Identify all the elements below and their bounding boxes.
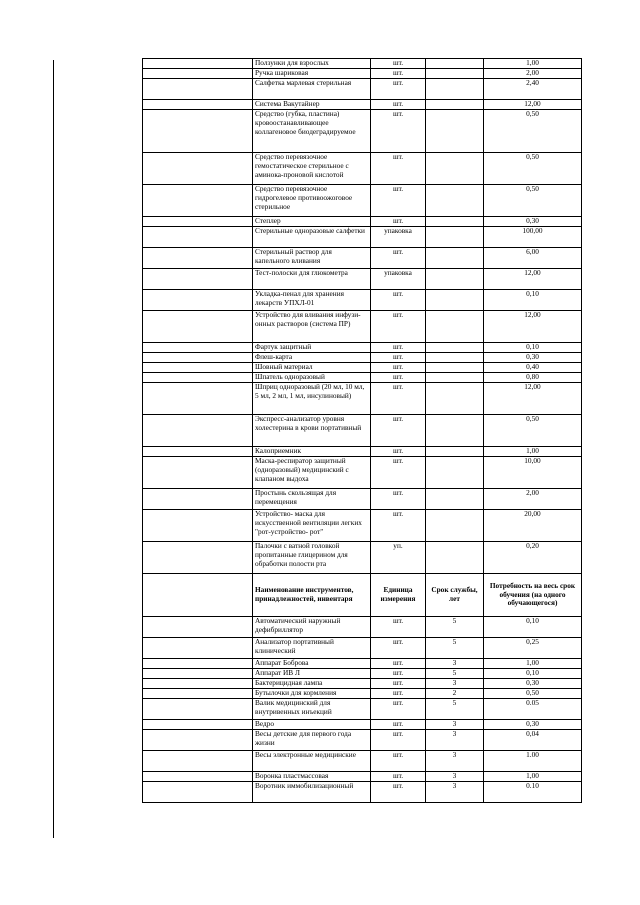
row-number-cell (143, 617, 253, 638)
row-number-cell (143, 772, 253, 782)
item-name-cell: Ползунки для взрослых (253, 59, 371, 69)
row-number-cell (143, 659, 253, 669)
item-quantity-cell: 0,50 (484, 415, 582, 447)
row-number-cell (143, 217, 253, 227)
table-row (143, 185, 582, 217)
item-name-cell: Воронка пластмассовая (253, 772, 371, 782)
table-row (143, 363, 582, 373)
row-number-cell (143, 110, 253, 153)
row-number-cell (143, 510, 253, 542)
item-unit-cell: шт. (371, 373, 426, 383)
item-service-life-cell (426, 269, 484, 290)
row-number-cell (143, 447, 253, 457)
table-row (143, 730, 582, 751)
item-service-life-cell (426, 227, 484, 248)
item-name-cell: Анализатор портативный клинический (253, 638, 371, 659)
item-quantity-cell: 0,50 (484, 689, 582, 699)
table-row (143, 542, 582, 574)
item-quantity-cell: 1,00 (484, 447, 582, 457)
item-name-cell: Шприц одноразовый (20 мл, 10 мл, 5 мл, 2 мл, 1 мл, инсулиновый) (253, 383, 371, 415)
item-name-cell: Флеш-карта (253, 353, 371, 363)
item-name-cell: Тест-полоски для глюкометра (253, 269, 371, 290)
item-name-cell: Средство (губка, пластина) кровоостанавливающее коллагеновое биодеградируемое (253, 110, 371, 153)
table-row (143, 248, 582, 269)
item-name-cell: Средство перевязочное гидрогелевое противоожоговое стерильное (253, 185, 371, 217)
table-row (143, 699, 582, 720)
item-service-life-cell (426, 510, 484, 542)
item-service-life-cell (426, 79, 484, 100)
item-name-cell: Устройство для вливания инфузи-онных растворов (система ПР) (253, 311, 371, 343)
item-service-life-cell: 2 (426, 689, 484, 699)
row-number-cell (143, 457, 253, 489)
table-row (143, 659, 582, 669)
item-unit-cell: упаковка (371, 269, 426, 290)
table-row (143, 457, 582, 489)
item-quantity-cell: 0,10 (484, 617, 582, 638)
item-unit-cell: шт. (371, 730, 426, 751)
row-number-cell (143, 751, 253, 772)
item-service-life-cell (426, 353, 484, 363)
row-number-cell (143, 542, 253, 574)
row-number-cell (143, 153, 253, 185)
item-name-cell: Маска-респиратор защитный (одноразовый) медицинский с клапаном выдоха (253, 457, 371, 489)
item-service-life-cell (426, 415, 484, 447)
item-name-cell: Ведро (253, 720, 371, 730)
item-unit-cell: шт. (371, 447, 426, 457)
row-number-cell (143, 343, 253, 353)
table-row (143, 100, 582, 110)
item-name-cell: Шовный материал (253, 363, 371, 373)
item-service-life-cell (426, 542, 484, 574)
item-name-cell: Укладка-пенал для хранения лекарств УПХЛ-01 (253, 290, 371, 311)
item-unit-cell: шт. (371, 383, 426, 415)
item-quantity-cell: 2,00 (484, 489, 582, 510)
item-unit-cell: шт. (371, 217, 426, 227)
row-number-cell (143, 415, 253, 447)
page-margin-line (53, 60, 54, 838)
item-service-life-cell: 3 (426, 772, 484, 782)
row-number-cell (143, 59, 253, 69)
item-quantity-cell: 0,10 (484, 669, 582, 679)
item-unit-cell: шт. (371, 659, 426, 669)
item-unit-cell: упаковка (371, 227, 426, 248)
table-row (143, 782, 582, 803)
header-quantity-cell: Потребность на весь срок обучения (на одного обучающегося) (484, 574, 582, 617)
item-quantity-cell: 1,00 (484, 772, 582, 782)
item-name-cell: Стерильные одноразовые салфетки (253, 227, 371, 248)
item-name-cell: Автоматический наружный дефибриллятор (253, 617, 371, 638)
item-unit-cell: шт. (371, 153, 426, 185)
table-row (143, 720, 582, 730)
item-unit-cell: шт. (371, 79, 426, 100)
item-quantity-cell: 10,00 (484, 457, 582, 489)
row-number-cell (143, 383, 253, 415)
item-quantity-cell: 0,10 (484, 343, 582, 353)
item-service-life-cell (426, 363, 484, 373)
table-header-row (143, 574, 582, 617)
item-quantity-cell: 12,00 (484, 311, 582, 343)
item-name-cell: Валик медицинский для внутривенных инъекций (253, 699, 371, 720)
item-quantity-cell: 1,00 (484, 659, 582, 669)
item-name-cell: Весы детские для первого года жизни (253, 730, 371, 751)
item-unit-cell: шт. (371, 343, 426, 353)
item-name-cell: Салфетка марлевая стерильная (253, 79, 371, 100)
table-row (143, 69, 582, 79)
item-unit-cell: шт. (371, 489, 426, 510)
item-quantity-cell: 0,25 (484, 638, 582, 659)
row-number-cell (143, 100, 253, 110)
item-unit-cell: шт. (371, 290, 426, 311)
item-unit-cell: шт. (371, 59, 426, 69)
item-service-life-cell (426, 248, 484, 269)
item-service-life-cell: 3 (426, 720, 484, 730)
item-service-life-cell (426, 59, 484, 69)
table-row (143, 679, 582, 689)
materials-table (142, 58, 582, 803)
item-unit-cell: шт. (371, 669, 426, 679)
item-unit-cell: шт. (371, 679, 426, 689)
item-service-life-cell: 5 (426, 699, 484, 720)
item-quantity-cell: 100,00 (484, 227, 582, 248)
item-unit-cell: шт. (371, 185, 426, 217)
item-unit-cell: шт. (371, 69, 426, 79)
header-name-cell: Наименование инструментов, принадлежностей, инвентаря (253, 574, 371, 617)
item-service-life-cell (426, 343, 484, 353)
row-number-cell (143, 185, 253, 217)
item-service-life-cell (426, 489, 484, 510)
table-row (143, 638, 582, 659)
item-quantity-cell: 12,00 (484, 383, 582, 415)
item-unit-cell: шт. (371, 311, 426, 343)
row-number-cell (143, 363, 253, 373)
materials-table-body (143, 59, 582, 803)
item-quantity-cell: 0,20 (484, 542, 582, 574)
row-number-cell (143, 669, 253, 679)
item-service-life-cell: 5 (426, 669, 484, 679)
row-number-cell (143, 489, 253, 510)
table-row (143, 617, 582, 638)
item-name-cell: Шпатель одноразовый (253, 373, 371, 383)
row-number-cell (143, 720, 253, 730)
item-quantity-cell: 0,80 (484, 373, 582, 383)
item-unit-cell: шт. (371, 689, 426, 699)
table-row (143, 59, 582, 69)
item-unit-cell: шт. (371, 248, 426, 269)
table-row (143, 290, 582, 311)
item-quantity-cell: 20,00 (484, 510, 582, 542)
item-service-life-cell (426, 153, 484, 185)
item-service-life-cell (426, 457, 484, 489)
item-service-life-cell (426, 290, 484, 311)
item-service-life-cell: 3 (426, 659, 484, 669)
item-unit-cell: шт. (371, 638, 426, 659)
item-quantity-cell: 6,00 (484, 248, 582, 269)
table-row (143, 415, 582, 447)
row-number-cell (143, 679, 253, 689)
header-number-cell (143, 574, 253, 617)
item-quantity-cell: 0,50 (484, 110, 582, 153)
item-quantity-cell: 12,00 (484, 100, 582, 110)
item-quantity-cell: 2,40 (484, 79, 582, 100)
row-number-cell (143, 638, 253, 659)
item-unit-cell: шт. (371, 720, 426, 730)
item-name-cell: Система Вакутайнер (253, 100, 371, 110)
item-name-cell: Средство перевязочное гемостатическое стерильное с аминока-проновой кислотой (253, 153, 371, 185)
item-name-cell: Устройство- маска для искусственной вентиляции легких "рот-устройство- рот" (253, 510, 371, 542)
table-row (143, 373, 582, 383)
table-row (143, 343, 582, 353)
item-unit-cell: шт. (371, 510, 426, 542)
item-quantity-cell: 0,30 (484, 679, 582, 689)
item-unit-cell: шт. (371, 100, 426, 110)
item-unit-cell: шт. (371, 782, 426, 803)
table-row (143, 217, 582, 227)
item-name-cell: Бактерицидная лампа (253, 679, 371, 689)
row-number-cell (143, 269, 253, 290)
item-name-cell: Бутылочки для кормления (253, 689, 371, 699)
item-name-cell: Стерильный раствор для капельного вливания (253, 248, 371, 269)
header-unit-cell: Единица измерения (371, 574, 426, 617)
item-quantity-cell: 2,00 (484, 69, 582, 79)
item-service-life-cell: 3 (426, 782, 484, 803)
item-quantity-cell: 0,50 (484, 185, 582, 217)
table-row (143, 447, 582, 457)
item-quantity-cell: 1.00 (484, 751, 582, 772)
table-row (143, 227, 582, 248)
item-name-cell: Калоприемник (253, 447, 371, 457)
table-row (143, 669, 582, 679)
table-row (143, 79, 582, 100)
item-quantity-cell: 0.10 (484, 782, 582, 803)
item-unit-cell: уп. (371, 542, 426, 574)
item-name-cell: Степлер (253, 217, 371, 227)
row-number-cell (143, 248, 253, 269)
row-number-cell (143, 290, 253, 311)
item-unit-cell: шт. (371, 363, 426, 373)
item-service-life-cell: 5 (426, 617, 484, 638)
item-quantity-cell: 0.05 (484, 699, 582, 720)
item-name-cell: Аппарат Боброва (253, 659, 371, 669)
item-name-cell: Палочки с ватной головкой пропитанные глицерином для обработки полости рта (253, 542, 371, 574)
item-name-cell: Весы электронные медицинские (253, 751, 371, 772)
item-service-life-cell (426, 373, 484, 383)
row-number-cell (143, 782, 253, 803)
item-service-life-cell (426, 110, 484, 153)
item-quantity-cell: 0,04 (484, 730, 582, 751)
row-number-cell (143, 69, 253, 79)
item-unit-cell: шт. (371, 353, 426, 363)
item-unit-cell: шт. (371, 617, 426, 638)
row-number-cell (143, 227, 253, 248)
item-name-cell: Простынь скользящая для перемещения (253, 489, 371, 510)
table-row (143, 153, 582, 185)
table-row (143, 353, 582, 363)
item-name-cell: Воротник иммобилизационный (253, 782, 371, 803)
item-unit-cell: шт. (371, 699, 426, 720)
item-quantity-cell: 0,30 (484, 353, 582, 363)
item-unit-cell: шт. (371, 110, 426, 153)
item-name-cell: Ручка шариковая (253, 69, 371, 79)
item-service-life-cell (426, 69, 484, 79)
table-row (143, 383, 582, 415)
item-quantity-cell: 0,40 (484, 363, 582, 373)
item-service-life-cell (426, 217, 484, 227)
row-number-cell (143, 699, 253, 720)
row-number-cell (143, 311, 253, 343)
table-row (143, 489, 582, 510)
item-service-life-cell: 5 (426, 638, 484, 659)
item-service-life-cell: 3 (426, 679, 484, 689)
table-row (143, 772, 582, 782)
item-unit-cell: шт. (371, 772, 426, 782)
item-quantity-cell: 0,30 (484, 217, 582, 227)
table-row (143, 510, 582, 542)
item-service-life-cell (426, 447, 484, 457)
header-service-life-cell: Срок службы, лет (426, 574, 484, 617)
item-service-life-cell: 3 (426, 751, 484, 772)
item-quantity-cell: 1,00 (484, 59, 582, 69)
item-quantity-cell: 12,00 (484, 269, 582, 290)
item-quantity-cell: 0,50 (484, 153, 582, 185)
item-name-cell: Экспресс-анализатор уровня холестерина в крови портативный (253, 415, 371, 447)
item-service-life-cell (426, 100, 484, 110)
item-quantity-cell: 0,30 (484, 720, 582, 730)
row-number-cell (143, 689, 253, 699)
item-service-life-cell: 3 (426, 730, 484, 751)
item-quantity-cell: 0,10 (484, 290, 582, 311)
item-unit-cell: шт. (371, 751, 426, 772)
table-row (143, 689, 582, 699)
table-row (143, 110, 582, 153)
item-service-life-cell (426, 311, 484, 343)
item-name-cell: Фартук защитный (253, 343, 371, 353)
row-number-cell (143, 730, 253, 751)
table-row (143, 751, 582, 772)
item-service-life-cell (426, 185, 484, 217)
item-service-life-cell (426, 383, 484, 415)
item-unit-cell: шт. (371, 415, 426, 447)
item-unit-cell: шт. (371, 457, 426, 489)
row-number-cell (143, 353, 253, 363)
table-row (143, 269, 582, 290)
table-row (143, 311, 582, 343)
item-name-cell: Аппарат ИВ Л (253, 669, 371, 679)
row-number-cell (143, 373, 253, 383)
row-number-cell (143, 79, 253, 100)
